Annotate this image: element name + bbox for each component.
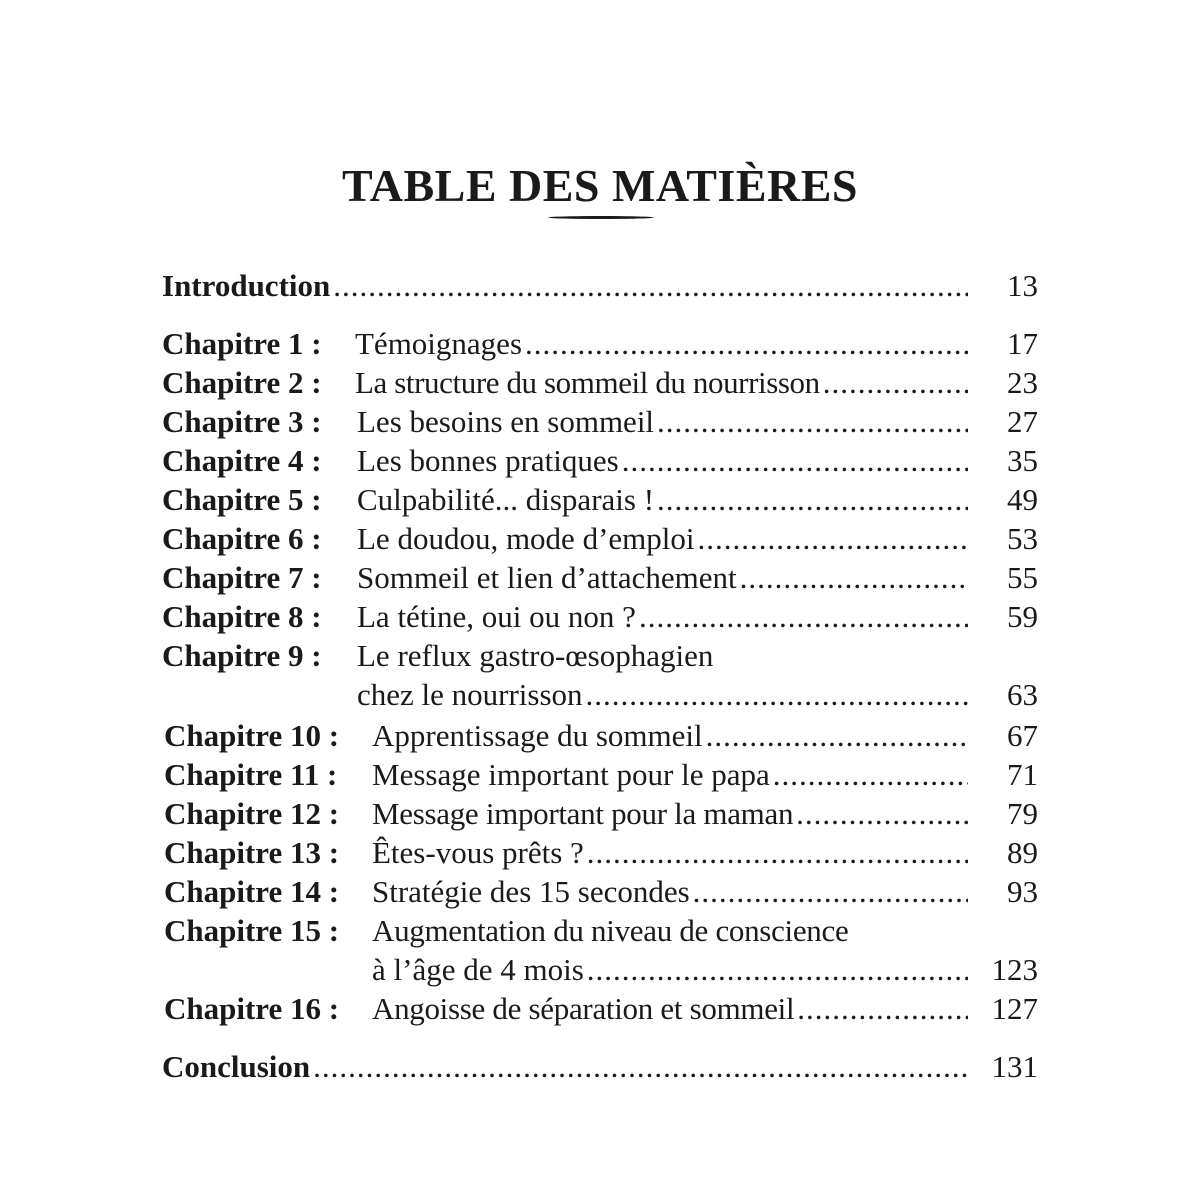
toc-page-number: 67	[1007, 718, 1038, 753]
toc-entry-chapitre-2[interactable]	[0, 363, 1200, 402]
toc-entry-title: Augmentation du niveau de conscience	[372, 913, 849, 948]
toc-page-number: 53	[1007, 521, 1038, 556]
toc-page-number: 35	[1007, 443, 1038, 478]
toc-entry-title: Message important pour le papa	[372, 757, 770, 792]
toc-page-number: 131	[991, 1049, 1038, 1084]
toc-entry-conclusion[interactable]	[0, 1047, 1200, 1086]
toc-entry-title: Le reflux gastro-œsophagien	[357, 638, 714, 673]
toc-page-number: 71	[1007, 757, 1038, 792]
toc-page-number: 49	[1007, 482, 1038, 517]
toc-entry-title: Témoignages	[355, 326, 523, 361]
dot-leader	[823, 363, 968, 402]
dot-leader	[740, 558, 968, 597]
toc-entry-chapitre-9[interactable]	[0, 636, 1200, 675]
toc-entry-chapitre-11[interactable]	[0, 755, 1200, 794]
toc-entry-chapitre-14[interactable]	[0, 872, 1200, 911]
toc-page-number: 123	[991, 952, 1038, 987]
toc-entry-chapitre-12[interactable]	[0, 794, 1200, 833]
dot-leader	[333, 266, 968, 305]
toc-page-number: 23	[1007, 365, 1038, 400]
toc-entry-title: Message important pour la maman	[372, 796, 794, 831]
toc-entry-title: Les bonnes pratiques	[357, 443, 619, 478]
toc-page-number: 27	[1007, 404, 1038, 439]
dot-leader	[622, 441, 968, 480]
dot-leader	[657, 402, 968, 441]
dot-leader	[525, 324, 968, 363]
toc-entry-chapitre-13[interactable]	[0, 833, 1200, 872]
toc-entry-chapitre-1[interactable]	[0, 324, 1200, 363]
toc-page-number: 93	[1007, 874, 1038, 909]
toc-entry-label: Chapitre 3 :	[162, 404, 322, 439]
dot-leader	[587, 833, 968, 872]
toc-entry-label: Chapitre 2 :	[162, 365, 322, 400]
toc-entry-title-continued: à l’âge de 4 mois	[372, 952, 584, 987]
dot-leader	[313, 1047, 968, 1086]
toc-entry-label: Chapitre 9 :	[162, 638, 322, 673]
toc-entry-label: Chapitre 4 :	[162, 443, 322, 478]
toc-entry-chapitre-7[interactable]	[0, 558, 1200, 597]
toc-entry-chapitre-16[interactable]	[0, 989, 1200, 1028]
dot-leader	[698, 519, 969, 558]
toc-entry-label: Chapitre 6 :	[162, 521, 322, 556]
toc-page-number: 59	[1007, 599, 1038, 634]
toc-entry-title: La structure du sommeil du nourrisson	[355, 365, 820, 400]
dot-leader	[586, 675, 968, 714]
toc-entry-label: Chapitre 11 :	[164, 757, 338, 792]
dot-leader	[693, 872, 968, 911]
toc-entry-title: Stratégie des 15 secondes	[372, 874, 690, 909]
page-title: TABLE DES MATIÈRES	[342, 160, 858, 211]
toc-page-number: 13	[1007, 268, 1038, 303]
toc-entry-label: Chapitre 16 :	[164, 991, 340, 1026]
toc-entry-chapitre-8[interactable]	[0, 597, 1200, 636]
dot-leader	[773, 755, 968, 794]
toc-page-number: 89	[1007, 835, 1038, 870]
toc-entry-title: Les besoins en sommeil	[357, 404, 655, 439]
toc-entry-title: Apprentissage du sommeil	[372, 718, 703, 753]
toc-entry-label: Chapitre 5 :	[162, 482, 322, 517]
toc-entry-chapitre-3[interactable]	[0, 402, 1200, 441]
toc-entry-label: Chapitre 12 :	[164, 796, 340, 831]
toc-entry-chapitre-15[interactable]	[0, 911, 1200, 950]
toc-entry-label: Introduction	[162, 268, 331, 303]
toc-page-number: 79	[1007, 796, 1038, 831]
toc-page-number: 17	[1007, 326, 1038, 361]
toc-entry-chapitre-6[interactable]	[0, 519, 1200, 558]
dot-leader	[657, 480, 968, 519]
toc-entry-title-continued: chez le nourrisson	[357, 677, 583, 712]
toc-entry-label: Chapitre 7 :	[162, 560, 322, 595]
toc-entry-title: Culpabilité... disparais !	[357, 482, 655, 517]
toc-entry-title: Le doudou, mode d’emploi	[357, 521, 695, 556]
toc-entry-label: Chapitre 13 :	[164, 835, 340, 870]
toc-page-number: 63	[1007, 677, 1038, 712]
toc-entry-chapitre-9-continued[interactable]	[0, 675, 1200, 714]
toc-entry-label: Chapitre 14 :	[164, 874, 340, 909]
toc-entry-title: Êtes-vous prêts ?	[372, 835, 584, 870]
toc-entry-title: Angoisse de séparation et sommeil	[372, 991, 795, 1026]
dot-leader	[797, 989, 968, 1028]
toc-entry-introduction[interactable]	[0, 266, 1200, 305]
dot-leader	[706, 716, 968, 755]
toc-entry-label: Chapitre 10 :	[164, 718, 340, 753]
dot-leader	[639, 597, 968, 636]
toc-entry-label: Chapitre 15 :	[164, 913, 340, 948]
toc-page-number: 55	[1007, 560, 1038, 595]
toc-entry-label: Chapitre 1 :	[162, 326, 322, 361]
toc-page-number: 127	[991, 991, 1038, 1026]
toc-entry-title: Sommeil et lien d’attachement	[357, 560, 737, 595]
toc-entry-chapitre-15-continued[interactable]	[0, 950, 1200, 989]
toc-entry-chapitre-4[interactable]	[0, 441, 1200, 480]
toc-entry-chapitre-10[interactable]	[0, 716, 1200, 755]
toc-entry-chapitre-5[interactable]	[0, 480, 1200, 519]
toc-entry-title: La tétine, oui ou non ?	[357, 599, 636, 634]
dot-leader	[587, 950, 968, 989]
toc-entry-label: Chapitre 8 :	[162, 599, 322, 634]
toc-entry-label: Conclusion	[162, 1049, 311, 1084]
dot-leader	[796, 794, 968, 833]
